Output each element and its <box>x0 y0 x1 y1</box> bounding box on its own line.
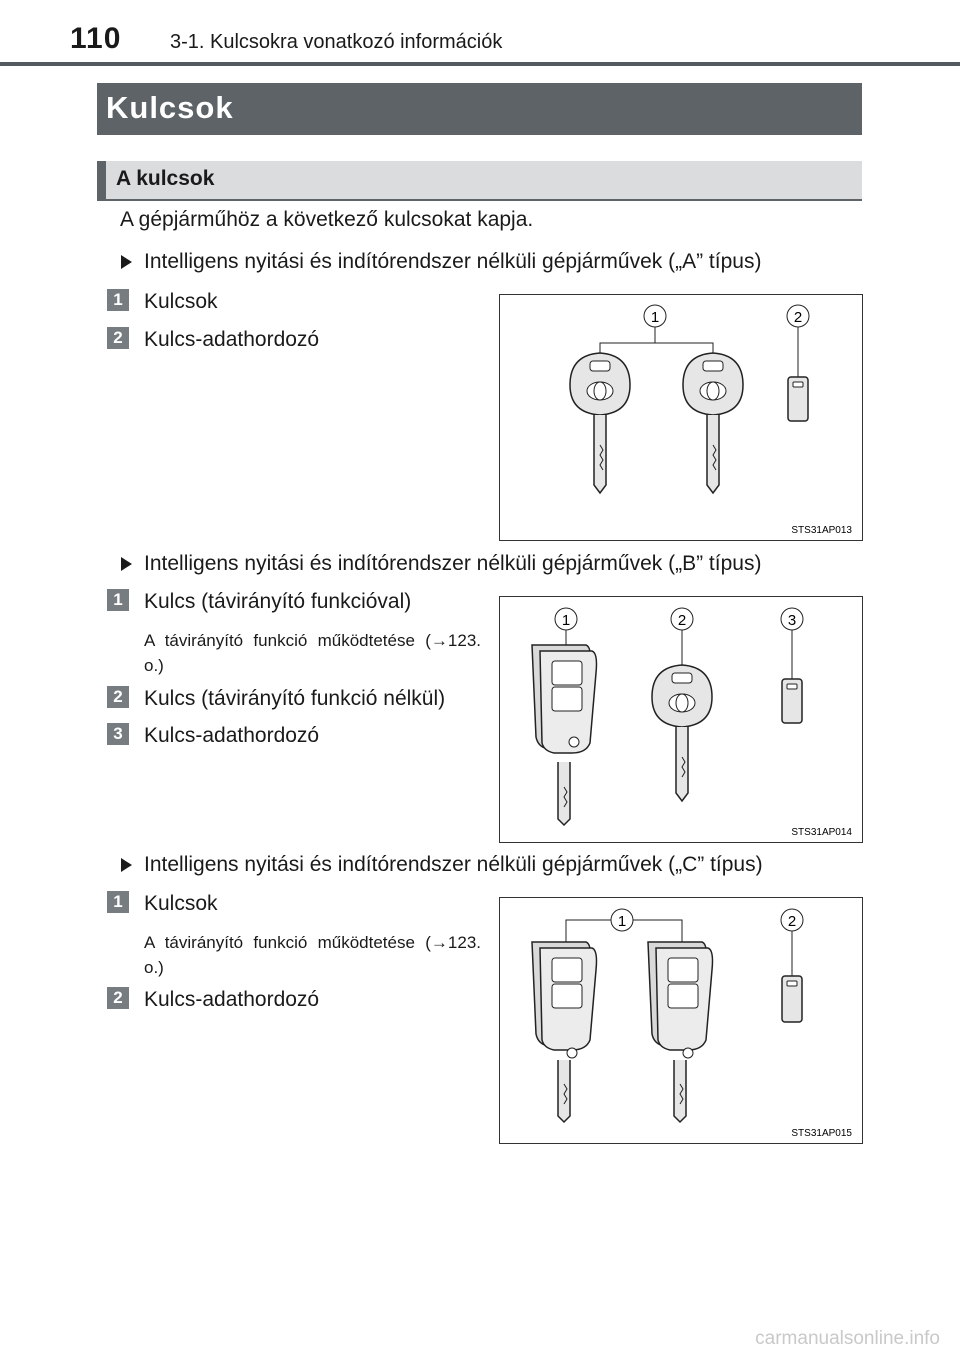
item-label: Kulcs-adathordozó <box>144 988 320 1011</box>
figure-code: STS31AP013 <box>791 525 852 536</box>
item-number: 1 <box>107 891 129 913</box>
item-label: Kulcs (távirányító funkció nélkül) <box>144 687 446 710</box>
bullet-triangle-icon <box>121 858 132 872</box>
watermark: carmanualsonline.info <box>755 1328 940 1349</box>
key-tag-icon <box>788 377 808 421</box>
group-b-heading: Intelligens nyitási és indítórendszer nélküli gépjárművek („B” típus) <box>144 552 762 575</box>
callout-3: 3 <box>787 612 797 629</box>
remote-flip-key-icon <box>648 942 713 1122</box>
car-key-icon <box>570 353 630 493</box>
item-number: 2 <box>107 987 129 1009</box>
figure-keys-type-a <box>499 294 863 541</box>
item-label: Kulcs-adathordozó <box>144 328 320 351</box>
subsection-title: A kulcsok <box>116 167 215 190</box>
group-c-heading: Intelligens nyitási és indítórendszer nélküli gépjárművek („C” típus) <box>144 853 763 876</box>
callout-2: 2 <box>677 612 687 629</box>
callout-1: 1 <box>617 913 627 930</box>
item-label: Kulcsok <box>144 892 218 915</box>
remote-flip-key-icon <box>532 942 597 1122</box>
group-a-heading: Intelligens nyitási és indítórendszer nélküli gépjárművek („A” típus) <box>144 250 762 273</box>
callout-2: 2 <box>793 309 803 326</box>
item-number: 3 <box>107 723 129 745</box>
figure-keys-type-c <box>499 897 863 1144</box>
item-label: Kulcs-adathordozó <box>144 724 320 747</box>
bullet-triangle-icon <box>121 255 132 269</box>
item-number: 1 <box>107 289 129 311</box>
figure-keys-type-b <box>499 596 863 843</box>
callout-1: 1 <box>650 309 660 326</box>
car-key-icon <box>652 665 712 801</box>
figure-code: STS31AP015 <box>791 1128 852 1139</box>
intro-text: A gépjárműhöz a következő kulcsokat kapja. <box>120 208 534 231</box>
figure-code: STS31AP014 <box>791 827 852 838</box>
callout-2: 2 <box>787 913 797 930</box>
item-label: Kulcsok <box>144 290 218 313</box>
item-number: 1 <box>107 589 129 611</box>
remote-flip-key-icon <box>532 645 597 825</box>
item-note: A távirányító funkció működtetése (→123. o.) <box>144 933 481 977</box>
item-number: 2 <box>107 686 129 708</box>
item-label: Kulcs (távirányító funkcióval) <box>144 590 412 613</box>
section-title: Kulcsok <box>106 90 234 125</box>
page-number: 110 <box>70 22 122 55</box>
bullet-triangle-icon <box>121 557 132 571</box>
key-tag-icon <box>782 679 802 723</box>
subsection-accent <box>97 161 106 201</box>
header-rule <box>0 62 960 66</box>
item-number: 2 <box>107 327 129 349</box>
key-tag-icon <box>782 976 802 1022</box>
callout-1: 1 <box>561 612 571 629</box>
chapter-title: 3-1. Kulcsokra vonatkozó információk <box>170 31 503 53</box>
item-note: A távirányító funkció működtetése (→123. o.) <box>144 631 481 675</box>
car-key-icon <box>683 353 743 493</box>
